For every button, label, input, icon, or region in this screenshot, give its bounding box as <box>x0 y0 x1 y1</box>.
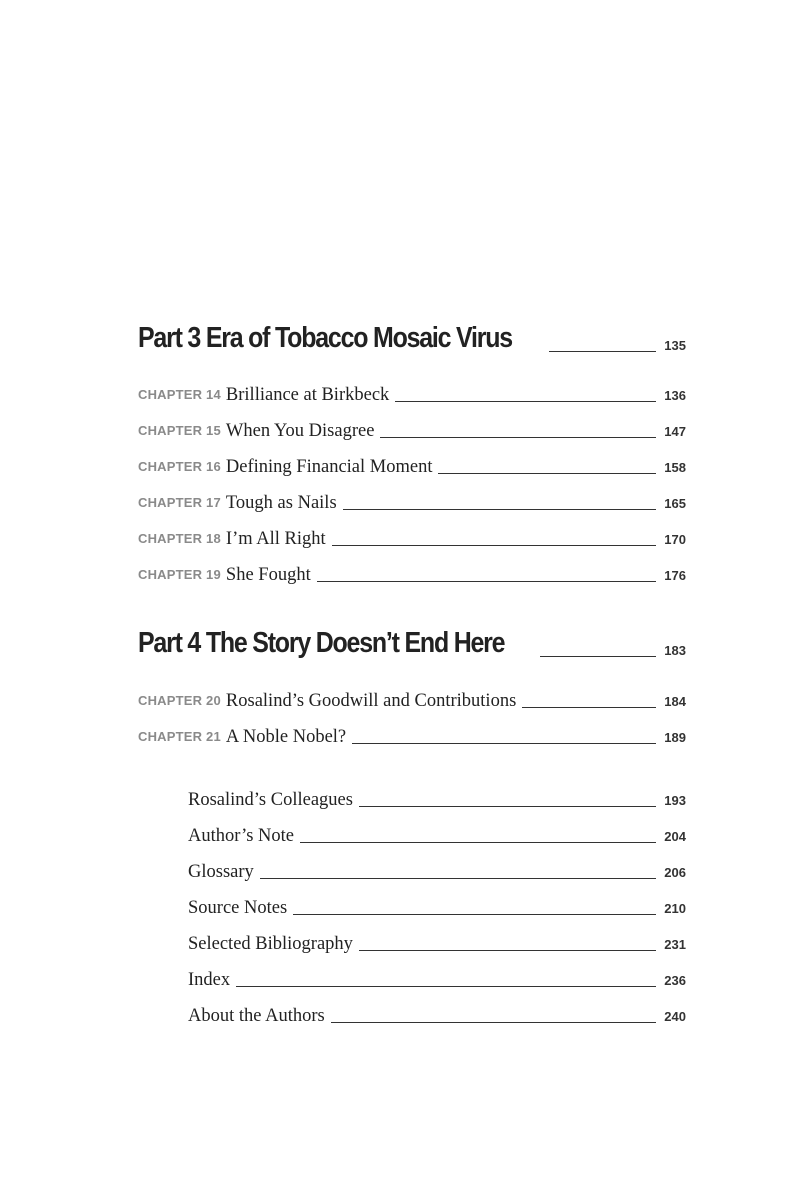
back-matter-title: About the Authors <box>188 1005 325 1026</box>
leader-line <box>332 545 656 546</box>
page-number: 193 <box>664 793 686 808</box>
page-number: 170 <box>664 532 686 547</box>
back-matter-title: Rosalind’s Colleagues <box>188 789 353 810</box>
page-number: 240 <box>664 1009 686 1024</box>
page-number: 204 <box>664 829 686 844</box>
chapter-entry[interactable] <box>138 489 686 511</box>
chapter-label: CHAPTER 15 <box>138 423 221 438</box>
chapter-label: CHAPTER 19 <box>138 567 221 582</box>
part-title: Part 4 The Story Doesn’t End Here <box>138 627 505 659</box>
chapter-label: CHAPTER 21 <box>138 729 221 744</box>
page-number: 165 <box>664 496 686 511</box>
page-number: 231 <box>664 937 686 952</box>
back-matter-title: Source Notes <box>188 897 288 918</box>
leader-line <box>540 656 656 657</box>
back-matter-entry[interactable] <box>188 1002 686 1024</box>
leader-line <box>352 743 656 744</box>
leader-line <box>438 473 656 474</box>
page-number: 236 <box>664 973 686 988</box>
part-heading[interactable] <box>138 323 686 353</box>
chapter-title: Brilliance at Birkbeck <box>225 384 390 405</box>
back-matter-title: Index <box>188 969 231 990</box>
leader-line <box>359 806 656 807</box>
chapter-label: CHAPTER 14 <box>138 387 221 402</box>
back-matter-entry[interactable] <box>188 894 686 916</box>
chapter-title: I’m All Right <box>225 528 326 549</box>
page-number: 206 <box>664 865 686 880</box>
page-number: 147 <box>664 424 686 439</box>
chapter-entry[interactable] <box>138 561 686 583</box>
chapter-title: She Fought <box>225 564 311 585</box>
chapter-entry[interactable] <box>138 381 686 403</box>
chapter-label: CHAPTER 20 <box>138 693 221 708</box>
back-matter-entry[interactable] <box>188 786 686 808</box>
page-number: 189 <box>664 730 686 745</box>
back-matter-title: Glossary <box>188 861 254 882</box>
page-number: 136 <box>664 388 686 403</box>
chapter-title: A Noble Nobel? <box>225 726 347 747</box>
back-matter-entry[interactable] <box>188 858 686 880</box>
page-number: 135 <box>664 338 686 353</box>
page-number: 210 <box>664 901 686 916</box>
page-number: 184 <box>664 694 686 709</box>
chapter-entry[interactable] <box>138 525 686 547</box>
back-matter-entry[interactable] <box>188 966 686 988</box>
leader-line <box>359 950 656 951</box>
back-matter-title: Selected Bibliography <box>188 933 353 954</box>
chapter-entry[interactable] <box>138 723 686 745</box>
chapter-title: Rosalind’s Goodwill and Contributions <box>225 690 517 711</box>
chapter-title: Tough as Nails <box>225 492 337 513</box>
leader-line <box>317 581 656 582</box>
leader-line <box>300 842 656 843</box>
chapter-label: CHAPTER 18 <box>138 531 221 546</box>
chapter-entry[interactable] <box>138 687 686 709</box>
chapter-title: Defining Financial Moment <box>225 456 433 477</box>
leader-line <box>549 351 656 352</box>
leader-line <box>331 1022 656 1023</box>
leader-line <box>395 401 656 402</box>
back-matter-entry[interactable] <box>188 930 686 952</box>
chapter-entry[interactable] <box>138 417 686 439</box>
leader-line <box>522 707 656 708</box>
leader-line <box>343 509 656 510</box>
leader-line <box>293 914 656 915</box>
back-matter-entry[interactable] <box>188 822 686 844</box>
chapter-title: When You Disagree <box>225 420 375 441</box>
leader-line <box>236 986 656 987</box>
page-number: 158 <box>664 460 686 475</box>
page-number: 183 <box>664 643 686 658</box>
back-matter-title: Author’s Note <box>188 825 295 846</box>
chapter-label: CHAPTER 17 <box>138 495 221 510</box>
leader-line <box>260 878 656 879</box>
part-heading[interactable] <box>138 628 686 658</box>
leader-line <box>380 437 656 438</box>
part-title: Part 3 Era of Tobacco Mosaic Virus <box>138 322 512 354</box>
page-number: 176 <box>664 568 686 583</box>
chapter-entry[interactable] <box>138 453 686 475</box>
chapter-label: CHAPTER 16 <box>138 459 221 474</box>
